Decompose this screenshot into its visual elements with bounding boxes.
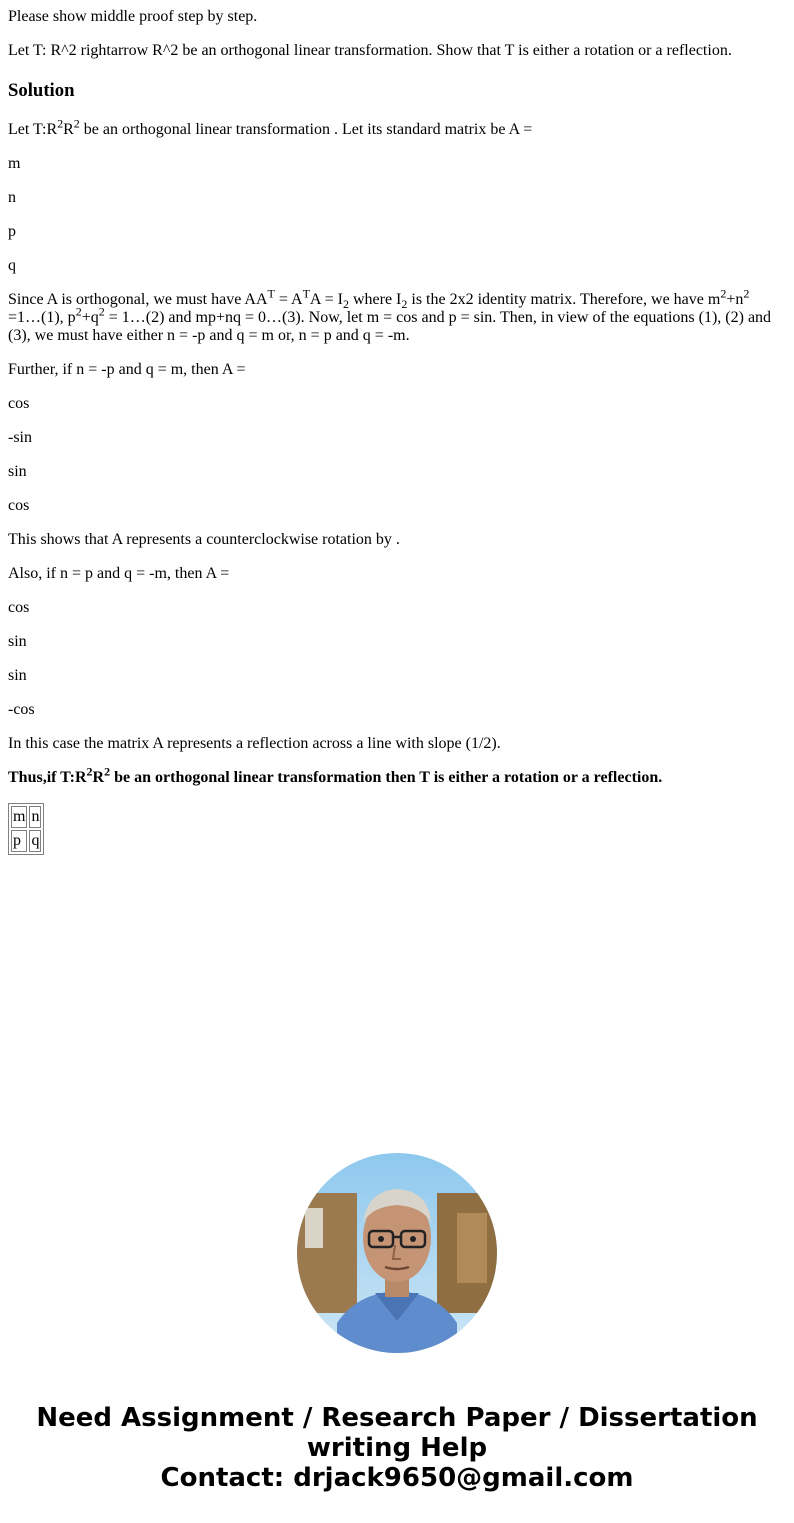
conclusion-paragraph: Thus,if $T:R^2R^2$ be an orthogonal linear transformation then T is either a rotation or a reflection. <box>8 764 663 786</box>
tutor-avatar <box>297 1153 497 1353</box>
matrix3-entry: -cos <box>8 701 35 718</box>
table-cell: p <box>11 830 27 852</box>
matrix2-entry: cos <box>8 497 30 514</box>
matrix2-entry: sin <box>8 463 27 480</box>
promo-banner <box>0 1403 794 1493</box>
table-cell: n <box>29 806 41 828</box>
matrix-table <box>8 803 44 855</box>
matrix2-entry: cos <box>8 395 30 412</box>
matrix2-entry: -sin <box>8 429 32 446</box>
tutor-photo-icon <box>297 1153 497 1353</box>
promo-line-1: Need Assignment / Research Paper / Dissertation <box>36 1403 758 1433</box>
table-cell: q <box>29 830 41 852</box>
solution-content <box>8 0 786 855</box>
promo-contact-line: Contact: drjack9650@gmail.com <box>160 1463 634 1493</box>
matrix3-entry: sin <box>8 667 27 684</box>
orthogonal-paragraph: Since A is orthogonal, we must have $AA^T = A^TA = I_2$ where $I_2$ is the 2x2 identity matrix. Therefore, we have $m^2+n^2$ =1…(1), $p^2+q^2$ = 1…(2) and mp+nq = 0…(3). Now, let m = cos and p = sin. Then, in view of the equations (1), (2) and (3), we must have either n = -p and q = m or, n = p and q = -m. <box>8 286 772 344</box>
matrix1-entry: m <box>8 155 21 172</box>
matrix1-entry: n <box>8 189 16 206</box>
promo-line-2: writing Help <box>306 1433 488 1463</box>
further-paragraph: Further, if n = -p and q = m, then A = <box>8 361 246 378</box>
table-cell: m <box>11 806 27 828</box>
table-row <box>11 830 41 852</box>
matrix1-entry: q <box>8 257 16 274</box>
matrix3-entry: sin <box>8 633 27 650</box>
solution-heading: Solution <box>8 80 75 101</box>
intro-paragraph: Let $T:R^2R^2$ be an orthogonal linear transformation . Let its standard matrix be A = <box>8 116 533 138</box>
rotation-paragraph: This shows that A represents a counterclockwise rotation by . <box>8 531 400 548</box>
matrix1-entry: p <box>8 223 16 240</box>
question-line-1: Please show middle proof step by step. <box>8 8 258 25</box>
question-line-2: Let T: R^2 rightarrow R^2 be an orthogonal linear transformation. Show that T is either a rotation or a reflection. <box>8 42 732 59</box>
table-row <box>11 806 41 828</box>
reflection-paragraph: In this case the matrix A represents a reflection across a line with slope (1/2). <box>8 735 501 752</box>
matrix3-entry: cos <box>8 599 30 616</box>
also-paragraph: Also, if n = p and q = -m, then A = <box>8 565 230 582</box>
